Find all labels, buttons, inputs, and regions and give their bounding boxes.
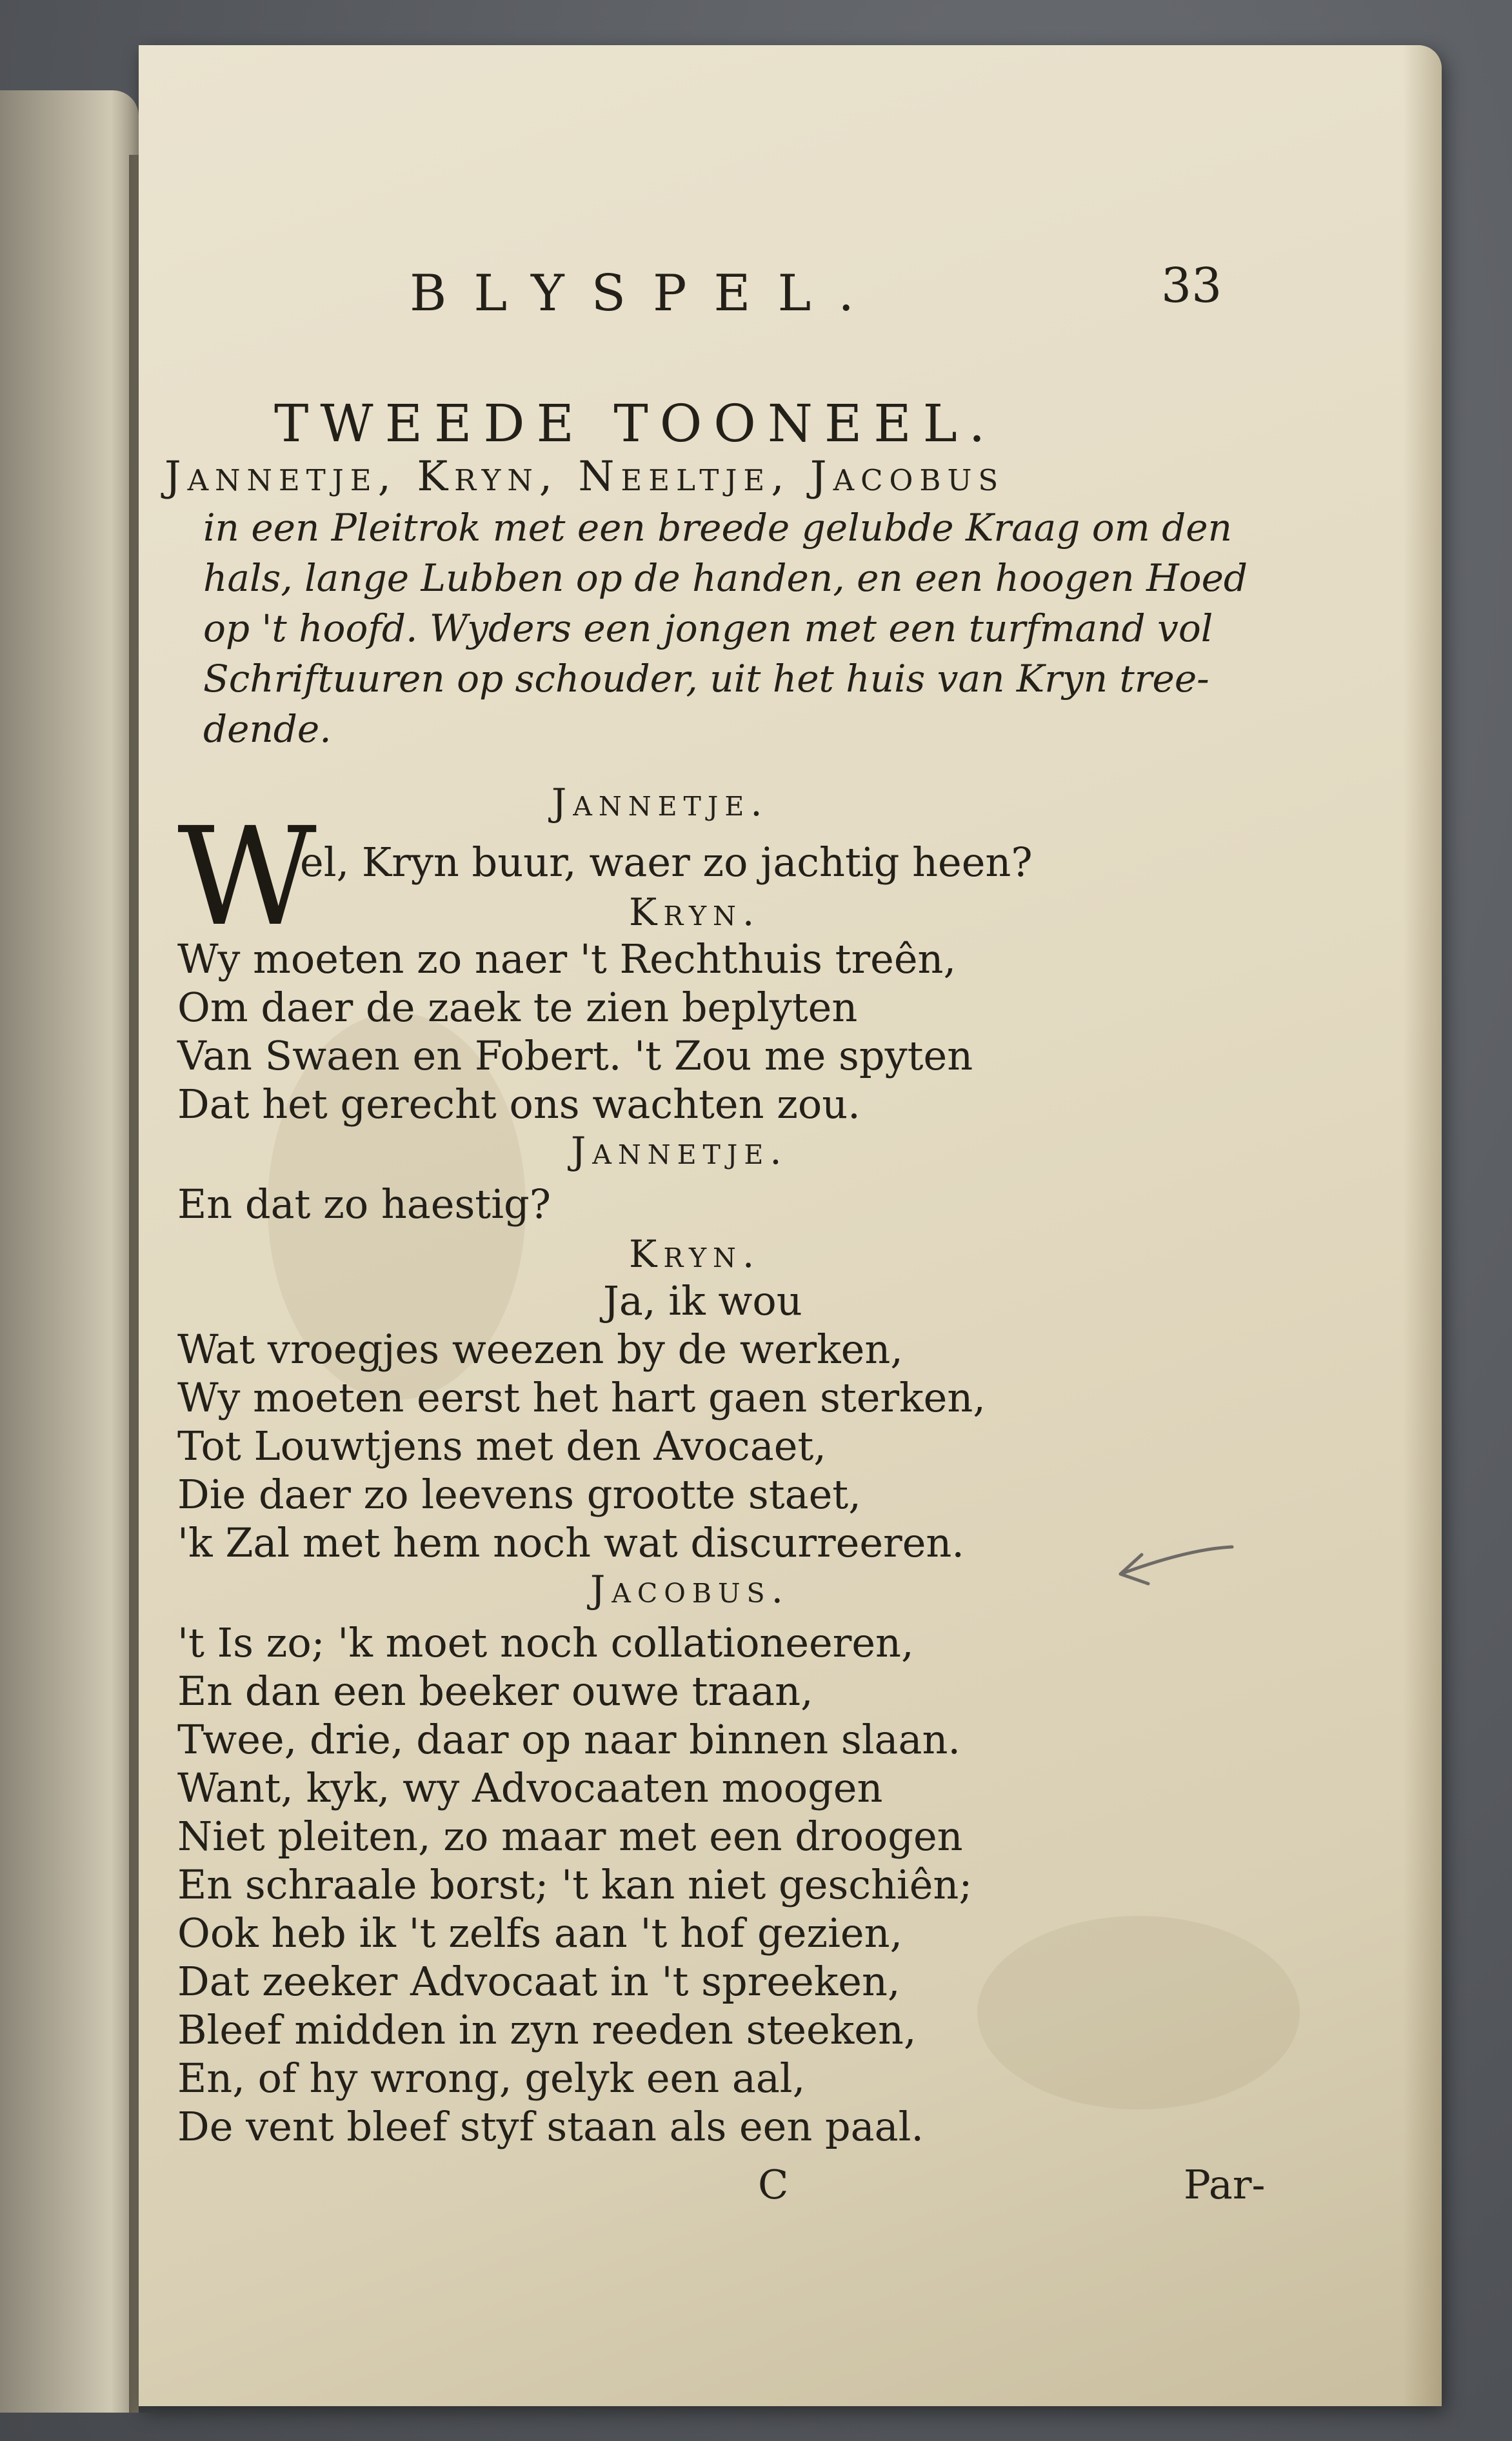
scene-title: TWEEDE TOONEEL. [274, 394, 997, 453]
verse-line: Ja, ik wou [603, 1277, 802, 1324]
speaker-heading: Jacobus. [590, 1568, 790, 1611]
verse-line: Dat het gerecht ons wachten zou. [177, 1081, 860, 1128]
running-head: BLYSPEL. [410, 264, 882, 323]
verse-line: Wy moeten eerst het hart gaen sterken, [177, 1374, 986, 1421]
cast-names: Jannetje, Kryn, Neeltje, Jacobus [164, 453, 1005, 501]
verse-line: Niet pleiten, zo maar met een droogen [177, 1813, 963, 1860]
page-edge-shading [1403, 45, 1442, 2406]
verse-line: Tot Louwtjens met den Avocaet, [177, 1422, 827, 1470]
verse-line: Wat vroegjes weezen by de werken, [177, 1326, 903, 1373]
verse-line: 't Is zo; 'k moet noch collationeeren, [177, 1619, 914, 1666]
verse-line: 'k Zal met hem noch wat discurreeren. [177, 1519, 965, 1566]
verse-line: Twee, drie, daar op naar binnen slaan. [177, 1716, 961, 1763]
verse-line: Want, kyk, wy Advocaaten moogen [177, 1764, 883, 1811]
stage-direction-line: hals, lange Lubben op de handen, en een hoogen Hoed [203, 556, 1248, 600]
verse-line: En schraale borst; 't kan niet geschiên; [177, 1861, 973, 1908]
speaker-heading: Kryn. [629, 890, 761, 934]
stage-direction-line: op 't hoofd. Wyders een jongen met een turfmand vol [203, 606, 1213, 650]
cast-and-stage-direction [164, 452, 1300, 754]
verse-line: En, of hy wrong, gelyk een aal, [177, 2055, 806, 2102]
verse-line: Wy moeten zo naer 't Rechthuis treên, [177, 935, 957, 982]
pencil-arrow-icon [1113, 1529, 1235, 1593]
verse-line: Ook heb ik 't zelfs aan 't hof gezien, [177, 1909, 903, 1957]
paper-stain [977, 1916, 1300, 2109]
book-page [139, 45, 1442, 2406]
verse-line: De vent bleef styf staan als een paal. [177, 2103, 924, 2150]
verse-line: Dat zeeker Advocaat in 't spreeken, [177, 1958, 900, 2005]
stage-direction-line: Schriftuuren op schouder, uit het huis van Kryn tree- [203, 657, 1209, 701]
facing-page-edge [0, 90, 139, 2413]
verse-line: Bleef midden in zyn reeden steeken, [177, 2006, 917, 2053]
speaker-heading: Kryn. [629, 1232, 761, 1276]
speaker-heading: Jannetje. [571, 1129, 788, 1173]
catchword: Par- [1184, 2161, 1266, 2208]
page-number: 33 [1161, 258, 1222, 314]
verse-line: En dan een beeker ouwe traan, [177, 1668, 813, 1715]
verse-line: Van Swaen en Fobert. 't Zou me spyten [177, 1032, 973, 1079]
verse-line: Die daer zo leevens grootte staet, [177, 1471, 861, 1518]
verse-line: el, Kryn buur, waer zo jachtig heen? [300, 839, 1033, 886]
speaker-heading: Jannetje. [552, 781, 769, 824]
drop-capital: W [177, 798, 317, 956]
verse-line: En dat zo haestig? [177, 1181, 551, 1228]
stage-direction-line: dende. [203, 707, 332, 751]
verse-line: Om daer de zaek te zien beplyten [177, 984, 858, 1031]
stage-direction-line: in een Pleitrok met een breede gelubde Kraag om den [203, 506, 1232, 550]
signature-mark: C [758, 2161, 789, 2208]
